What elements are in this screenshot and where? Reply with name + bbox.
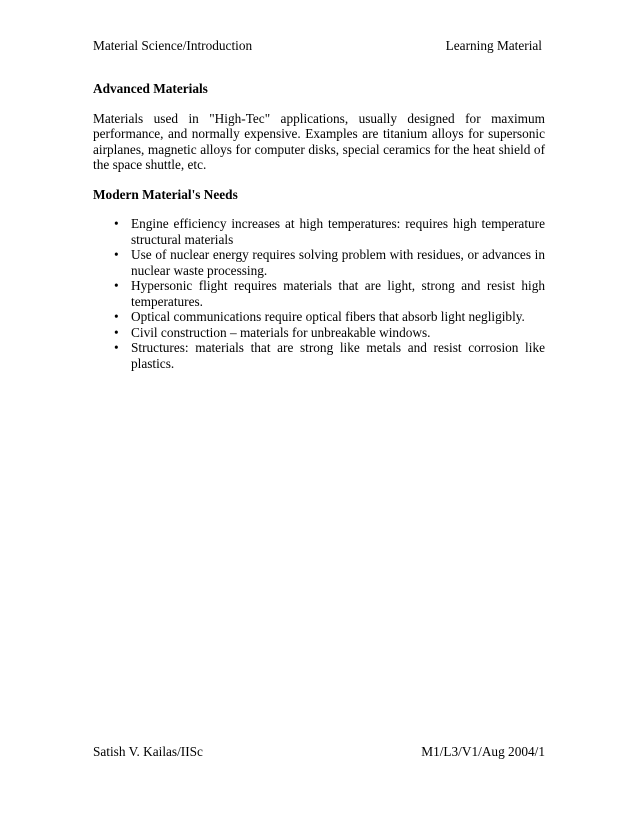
list-item-text: Hypersonic flight requires materials that are light, strong and resist high temperatures.: [131, 278, 545, 309]
advanced-materials-paragraph: Materials used in "High-Tec" applications, usually designed for maximum performance, and normally expensive. Examples are titanium alloys for supersonic airplanes, magnetic alloys for computer disks, special ceramics for the heat shield of the space shuttle, etc.: [93, 110, 545, 172]
list-item: [114, 324, 545, 341]
footer-author: Satish V. Kailas/IISc: [93, 744, 203, 759]
modern-needs-heading: Modern Material's Needs: [93, 186, 238, 202]
list-item-text: Civil construction – materials for unbreakable windows.: [131, 324, 431, 340]
header-doc-type: Learning Material: [445, 38, 542, 53]
list-item: [114, 247, 545, 278]
bullet-icon: •: [114, 340, 119, 355]
advanced-materials-heading: Advanced Materials: [93, 81, 208, 96]
page-content: [93, 81, 545, 371]
header-course-title: Material Science/Introduction: [93, 38, 253, 53]
list-item-text: Engine efficiency increases at high temperatures: requires high temperature structural materials: [131, 216, 545, 247]
footer-page-ref: M1/L3/V1/Aug 2004/1: [421, 744, 545, 759]
bullet-icon: •: [114, 247, 119, 262]
list-item-text: Structures: materials that are strong like metals and resist corrosion like plastics.: [131, 340, 545, 371]
list-item: [114, 340, 545, 371]
modern-needs-list: [93, 216, 545, 371]
list-item: [114, 278, 545, 309]
page-footer: [93, 744, 545, 760]
bullet-icon: •: [114, 216, 119, 231]
list-item-text: Use of nuclear energy requires solving problem with residues, or advances in nuclear waste processing.: [131, 247, 545, 278]
bullet-icon: •: [114, 324, 119, 340]
list-item: [114, 309, 545, 325]
list-item-text: Optical communications require optical fibers that absorb light negligibly.: [131, 309, 525, 324]
page-header: [93, 38, 542, 54]
bullet-icon: •: [114, 278, 119, 293]
list-item: [114, 216, 545, 247]
bullet-icon: •: [114, 309, 119, 324]
